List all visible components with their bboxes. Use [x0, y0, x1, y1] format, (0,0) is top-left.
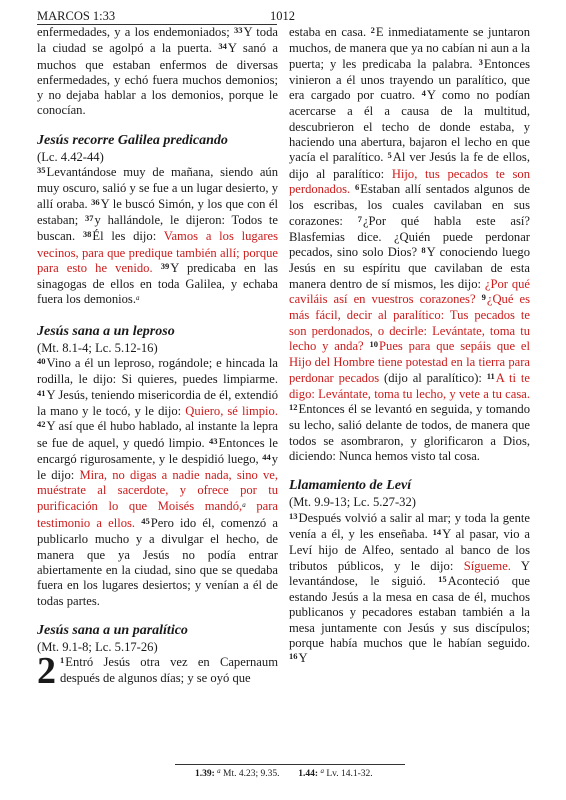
verse-number: 36 — [91, 196, 100, 207]
paragraph: $^{40}$Vino a él un leproso, rogándole; e hincada la rodilla, le dijo: Si quieres, puedes limpiarme. $^{41}$Y Jesús, teniendo misericordia de él, extendió la mano y le tocó, y le dijo: Quiero, sé limpio. $^{42}$Y así que él hubo hablado, al instante la lepra se fue de aquel, y quedó limpio. $^{43}$Entonces le encargó rigurosamente, y le despidió luego, $^{44}$y le dijo: Mira, no digas a nadie nada, sino ve, muéstrate al sacerdote, y ofrece por tu purificación lo que Moisés mandó,$^a$ para testimonio a ellos. $^{45}$Pero ido él, comenzó a publicarlo mucho y a divulgar el hecho, de manera que ya Jesús no podía entrar abiertamente en la ciudad, sino que se quedaba fuera en los lugares desiertos; y venían a él de todas partes. — [37, 356, 278, 608]
footnote-marker: a — [217, 767, 221, 775]
verse-number: 8 — [421, 245, 426, 256]
words-of-jesus: para testimonio a ellos. — [37, 498, 278, 531]
verse-number: 45 — [141, 516, 150, 527]
verse-number: 34 — [218, 41, 227, 52]
verse-number: 44 — [262, 451, 271, 462]
words-of-jesus: ¿Por qué caviláis así en vuestros corazones? — [289, 276, 531, 307]
verse-number: 1 — [60, 655, 65, 666]
section-heading: Jesús sana a un paralítico — [37, 622, 188, 638]
cross-reference: (Mt. 9.9-13; Lc. 5.27-32) — [289, 495, 416, 510]
verse-number: 12 — [289, 402, 298, 413]
verse-number: 5 — [387, 150, 392, 161]
words-of-jesus: Pues para que sepáis que el Hijo del Hombre tiene potestad en la tierra para perdonar pecados — [289, 338, 530, 385]
right-column — [289, 25, 530, 668]
verse-number: 41 — [37, 387, 46, 398]
section-heading: Jesús sana a un leproso — [37, 323, 175, 339]
footnote-text: Lv. 14.1-32. — [326, 769, 373, 779]
footnote-marker: a — [135, 294, 140, 303]
verse-number: 33 — [233, 25, 243, 35]
verse-number: 3 — [478, 56, 483, 67]
words-of-jesus: Sígueme. — [463, 558, 511, 573]
chapter-number: 2 — [37, 650, 56, 693]
cross-reference: (Mt. 8.1-4; Lc. 5.12-16) — [37, 340, 158, 355]
verse-number: 15 — [438, 573, 447, 584]
verse-number: 38 — [82, 229, 92, 240]
footnote-marker: a — [242, 500, 246, 509]
verse-number: 11 — [486, 370, 495, 381]
verse-number: 39 — [160, 260, 170, 271]
paragraph: estaba en casa. $^2$E inmediatamente se juntaron muchos, de manera que ya no cabían ni aun a la puerta; y les predicaba la palabra. $^3$Entonces vinieron a él unos trayendo un paralítico, que era cargado por cuatro. $^4$Y como no podían acercarse a él a causa de la multitud, descubrieron el techo de donde estaba, y haciendo una abertura, bajaron el lecho en que yacía el paralítico. $^5$Al ver Jesús la fe de ellos, dijo al paralítico: Hijo, tus pecados te son perdonados. $^6$Estaban allí sentados algunos de los escribas, los cuales cavilaban en sus corazones: $^7$¿Por qué habla este así? Blasfemias dice. ¿Quién puede perdonar pecados, sino solo Dios? $^8$Y conociendo luego Jesús en su espíritu que cavilaban de esta manera dentro de sí mismos, les dijo: ¿Por qué caviláis así en vuestros corazones? $^9$¿Qué es más fácil, decir al paralítico: Tus pecados te son perdonados, o decirle: Levántate, toma tu lecho y anda? $^{10}$Pues para que sepáis que el Hijo del Hombre tiene potestad en la tierra para perdonar pecados (dijo al paralítico): $^{11}$A ti te digo: Levántate, toma tu lecho, y vete a tu casa. $^{12}$Entonces él se levantó en seguida, y tomando su lecho, salió delante de todos, de manera que todos se asombraron, y glorificaron a Dios, diciendo: Nunca hemos visto tal cosa. — [289, 25, 531, 464]
words-of-jesus: ¿Qué es más fácil, decir al paralítico: Tus pecados te son perdonados, o decirle: Levántate, toma tu lecho y anda? — [289, 292, 530, 353]
paragraph: 2 $^1$Entró Jesús otra vez en Capernaum después de algunos días; y se oyó que — [37, 650, 278, 693]
verse-number: 7 — [357, 213, 362, 224]
page-number: 1012 — [270, 9, 295, 23]
left-column — [37, 25, 279, 693]
footnotes — [195, 768, 373, 780]
footnote-reference: 1.39: — [195, 769, 215, 779]
verse-number: 16 — [289, 651, 298, 662]
words-of-jesus: Mira, no digas a nadie nada, sino ve, muéstrate al sacerdote, y ofrece por tu purificación lo que Moisés mandó, — [37, 468, 278, 513]
section-heading: Llamamiento de Leví — [289, 478, 412, 494]
verse-number: 10 — [369, 338, 379, 349]
verse-number: 43 — [208, 435, 218, 446]
words-of-jesus: Quiero, sé limpio. — [185, 403, 278, 418]
footnote-reference: 1.44: — [298, 769, 319, 779]
verse-number: 35 — [37, 165, 46, 176]
verse-number: 42 — [37, 419, 46, 430]
footnote-text: Mt. 4.23; 9.35. — [223, 769, 280, 779]
page-header — [37, 8, 546, 24]
verse-number: 6 — [355, 181, 360, 192]
words-of-jesus: A ti te digo: Levántate, toma tu lecho, y vete a tu casa. — [289, 370, 530, 401]
words-of-jesus: Hijo, tus pecados te son perdonados. — [289, 166, 530, 196]
footnote-marker: a — [320, 767, 324, 775]
paragraph: $^{13}$Después volvió a salir al mar; y toda la gente venía a él, y les enseñaba. $^{14}$Y al pasar, vio a Leví hijo de Alfeo, sentado al banco de los tributos públicos, y le dijo: Sígueme. Y levantándose, le siguió. $^{15}$Aconteció que estando Jesús a la mesa en casa de él, muchos publicanos y pecadores estaban también a la mesa juntamente con Jesús y sus discípulos; porque había muchos que le habían seguido. $^{16}$Y — [289, 510, 530, 666]
paragraph: enfermedades, y a los endemoniados; $^{33}$Y toda la ciudad se agolpó a la puerta. $^{34}$Y sanó a muchos que estaban enfermos de diversas enfermedades, y echó fuera muchos demonios; y no dejaba hablar a los demonios, porque le conocían. — [37, 25, 278, 118]
verse-number: 2 — [370, 25, 375, 35]
section-heading: Jesús recorre Galilea predicando — [37, 132, 228, 148]
paragraph: $^{35}$Levantándose muy de mañana, siendo aún muy oscuro, salió y se fue a un lugar desierto, y allí oraba. $^{36}$Y le buscó Simón, y los que con él estaban; $^{37}$y hallándole, le dijeron: Todos te buscan. $^{38}$Él les dijo: Vamos a los lugares vecinos, para que predique también allí; porque para esto he venido. $^{39}$Y predicaba en las sinagogas de ellos en toda Galilea, y echaba fuera los demonios.$^a$ — [37, 165, 279, 307]
words-of-jesus: Vamos a los lugares vecinos, para que predique también allí; porque para esto he venido. — [37, 229, 279, 275]
footnote-rule — [175, 764, 405, 765]
verse-number: 13 — [289, 510, 298, 521]
verse-number: 37 — [85, 212, 94, 223]
verse-number: 4 — [421, 88, 426, 99]
cross-reference: (Mt. 9.1-8; Lc. 5.17-26) — [37, 639, 158, 654]
running-head-reference: MARCOS 1:33 — [37, 9, 116, 23]
verse-number: 14 — [432, 526, 442, 537]
verse-number: 40 — [37, 356, 46, 367]
verse-number: 9 — [481, 292, 486, 303]
cross-reference: (Lc. 4.42-44) — [37, 149, 104, 164]
